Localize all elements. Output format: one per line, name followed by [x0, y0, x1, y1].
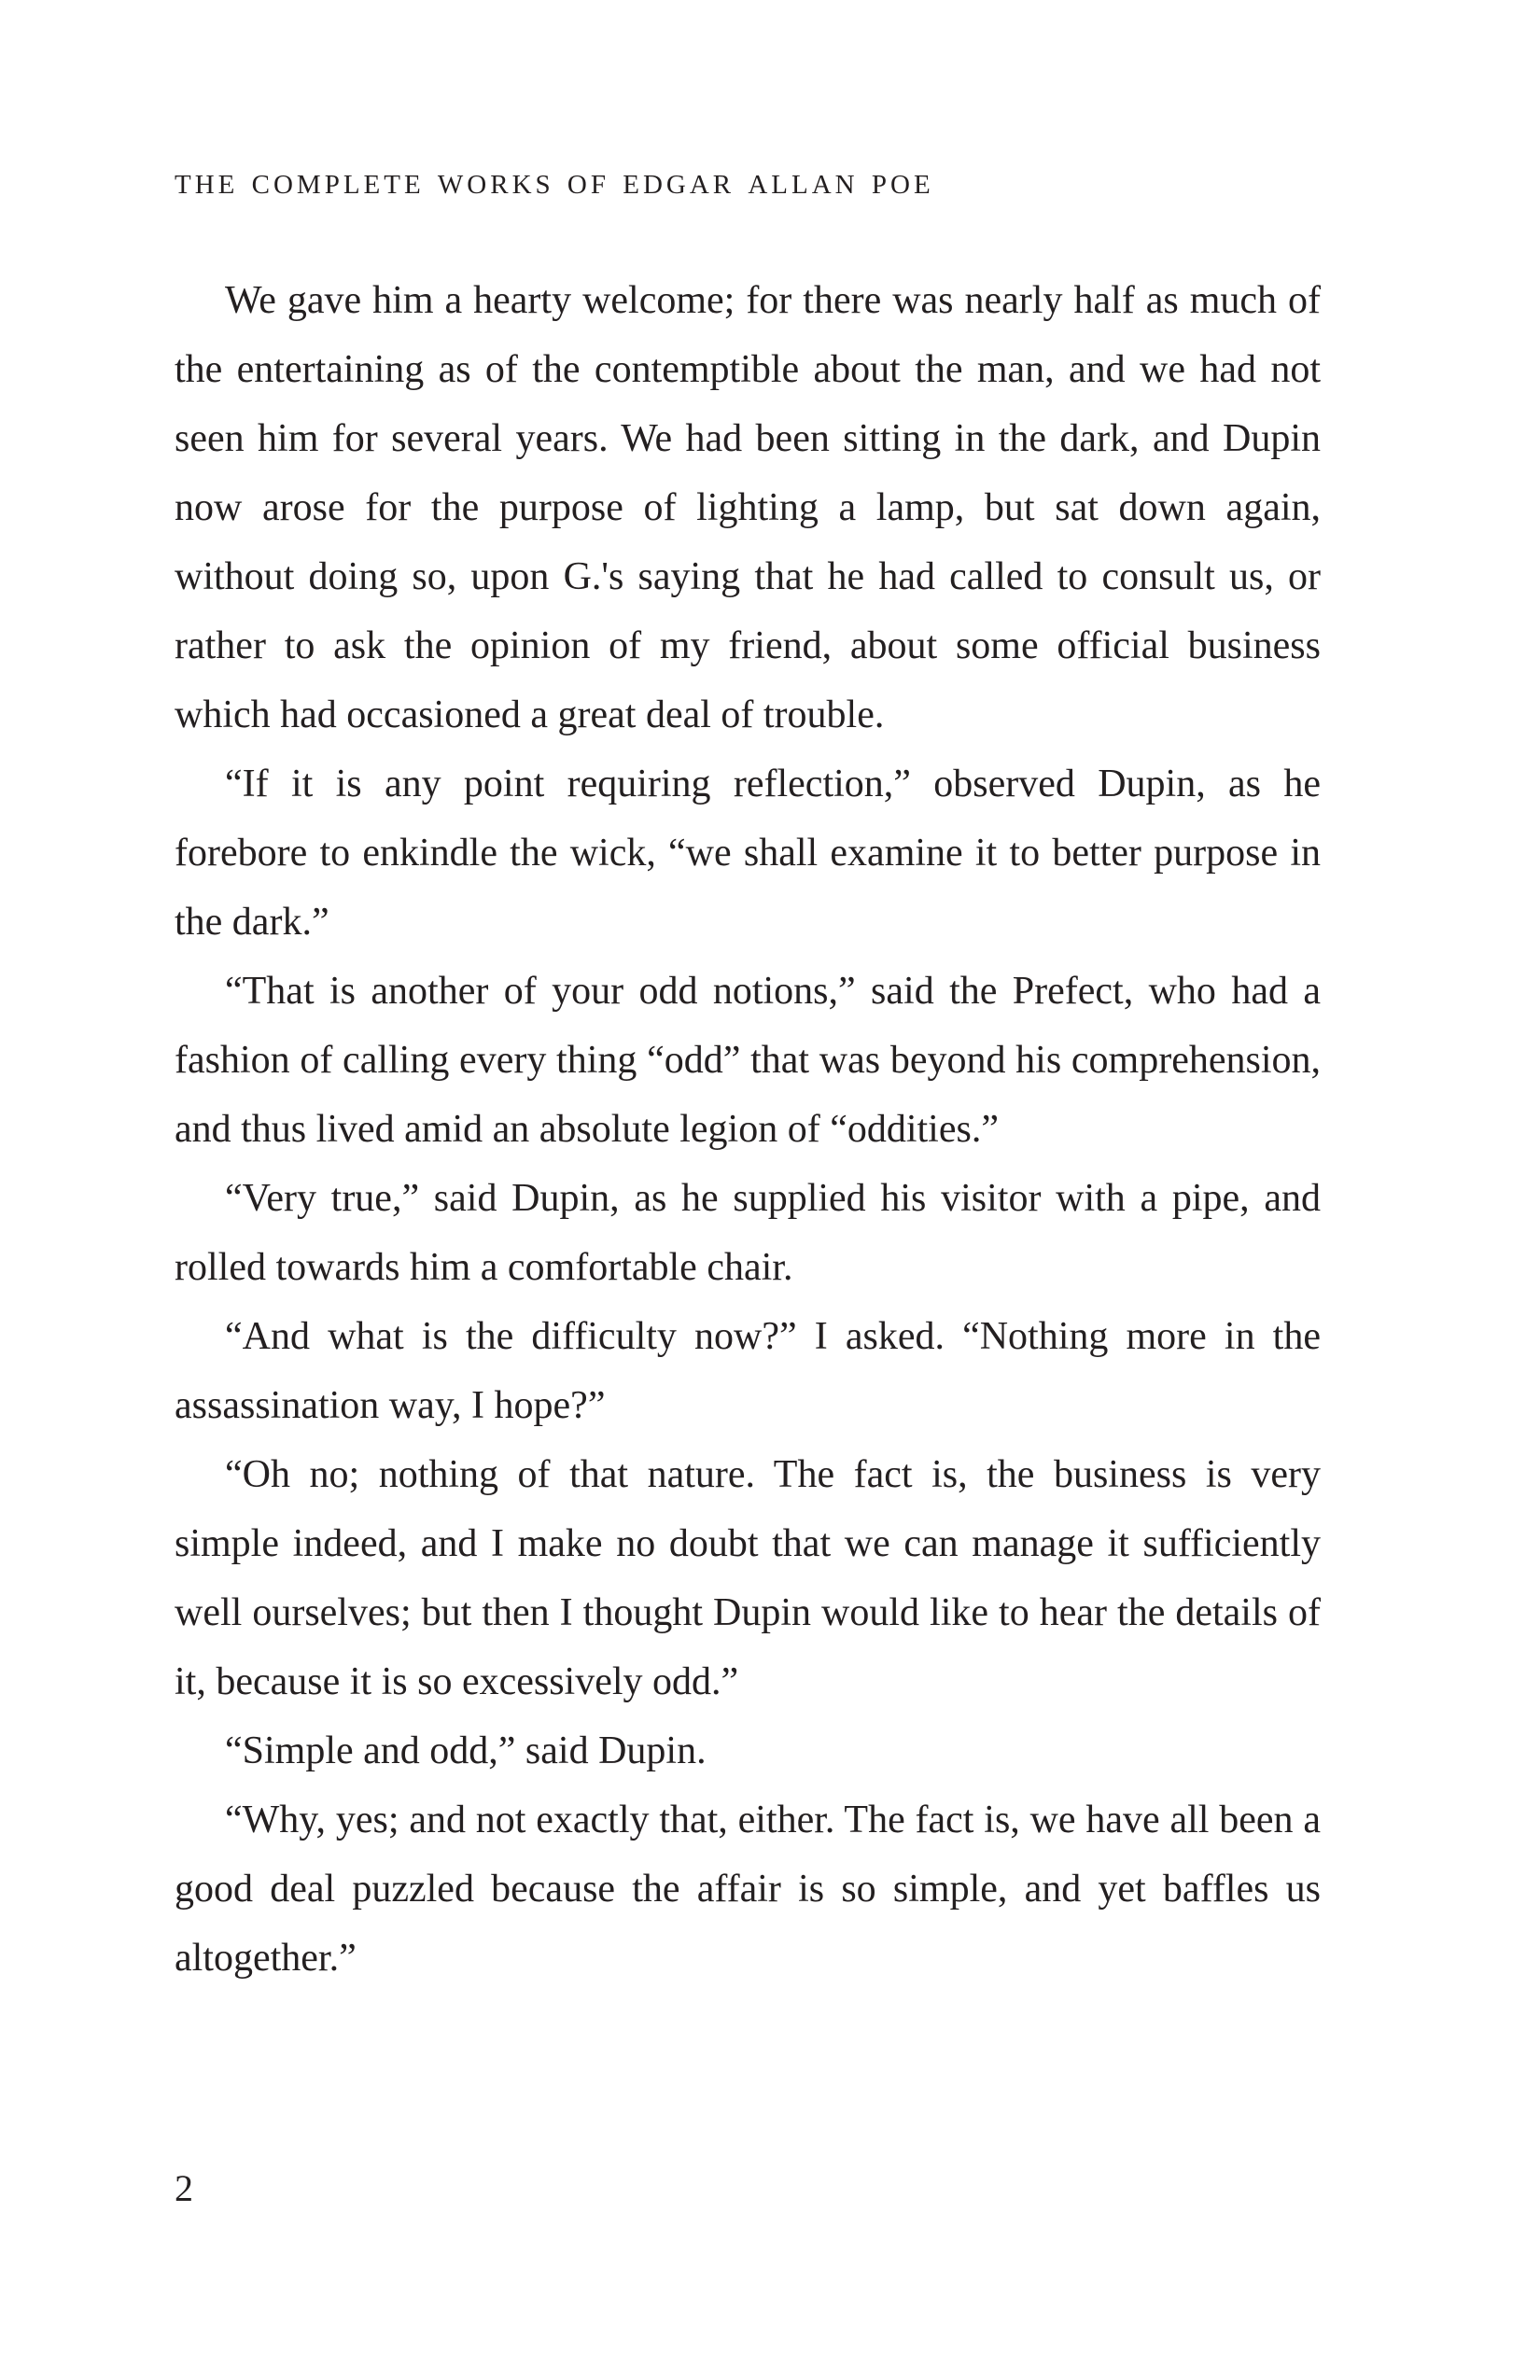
running-head: the complete works of edgar allan poe	[175, 159, 934, 202]
paragraph: “If it is any point requiring reflection,” observed Dupin, as he forebore to enkindle the wick, “we shall examine it to better purpose in the dark.”	[175, 763, 1321, 944]
paragraph: “And what is the difficulty now?” I asked. “Nothing more in the assassination way, I hope?”	[175, 1315, 1321, 1427]
paragraph: “Oh no; nothing of that nature. The fact is, the business is very simple indeed, and I make no doubt that we can manage it sufficiently well ourselves; but then I thought Dupin would like to hear the details of it, because it is so excessively odd.”	[175, 1453, 1321, 1703]
paragraph: We gave him a hearty welcome; for there was nearly half as much of the entertaining as of the contemptible about the man, and we had not seen him for several years. We had been sitting in the dark, and Dupin now arose for the purpose of lighting a lamp, but sat down again, without doing so, upon G.'s saying that he had called to consult us, or rather to ask the opinion of my friend, about some official business which had occasioned a great deal of trouble.	[175, 279, 1321, 736]
paragraph: “Simple and odd,” said Dupin.	[225, 1729, 707, 1772]
paragraph: “That is another of your odd notions,” said the Prefect, who had a fashion of calling every thing “odd” that was beyond his comprehension, and thus lived amid an absolute legion of “oddities.”	[175, 970, 1321, 1151]
paragraph: “Very true,” said Dupin, as he supplied his visitor with a pipe, and rolled towards him a comfortable chair.	[175, 1177, 1321, 1289]
body-text	[175, 266, 1321, 1993]
page-number: 2	[175, 2167, 193, 2209]
paragraph: “Why, yes; and not exactly that, either. The fact is, we have all been a good deal puzzled because the affair is so simple, and yet baffles us altogether.”	[175, 1799, 1321, 1980]
